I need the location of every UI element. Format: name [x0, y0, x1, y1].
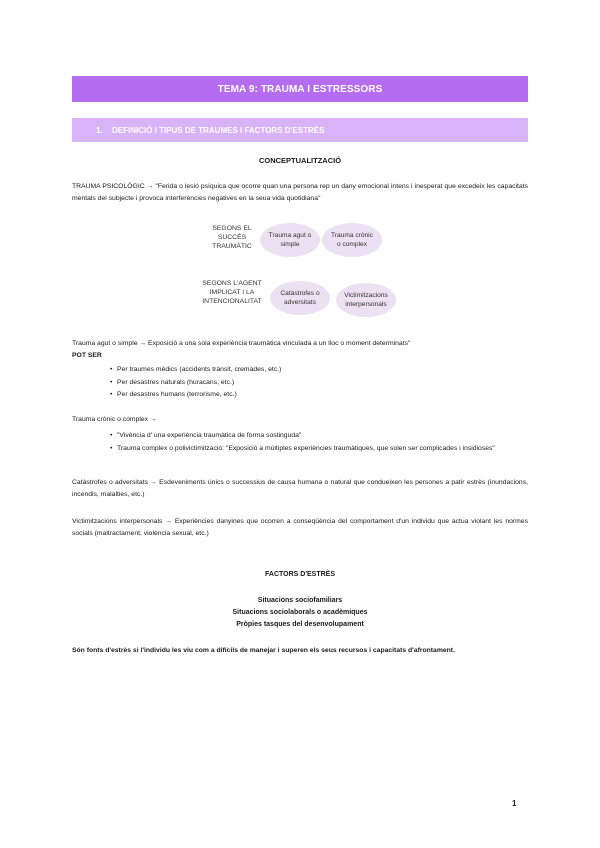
- factors-paragraph: Són fonts d'estrès si l'individu les viu com a difícils de manejar i superen els seus recursos i capacitats d'afrontament.: [72, 647, 455, 654]
- factor-item: Pròpies tasques del desenvolupament: [236, 621, 364, 628]
- factor-item: Situacions sociofamiliars: [257, 597, 343, 604]
- trauma-cronic-paragraph: Trauma crònic o complex →: [72, 416, 157, 423]
- factors-heading: FACTORS D'ESTRÈS: [265, 571, 335, 578]
- diagram-node-text: o complex: [336, 241, 368, 248]
- catastrofes-paragraph: Catàstrofes o adversitats → Esdeveniments únics o successius de causa humana o natural que condueixen les persones a patir estrès (inundacions, incendis, malalties, etc.): [72, 479, 528, 498]
- diagram-node-trauma-agut: [260, 223, 320, 257]
- trauma-definition: [72, 181, 528, 205]
- chapter-title-bar: [72, 76, 528, 102]
- section-title-bar: [72, 118, 528, 142]
- list-item: • "Vivència d' una experiència traumàtica de forma sostinguda": [110, 429, 528, 442]
- pot-ser-label: POT SER: [72, 352, 102, 359]
- section-number: 1.: [96, 125, 103, 135]
- page-number: 1: [512, 799, 517, 808]
- list-item: • Per desastres naturals (huracans, etc.): [110, 377, 528, 390]
- diagram-node-text: Catàstrofes o: [280, 290, 320, 297]
- list-item: • Trauma complex o polivictimització: "Exposició a múltiples experiències traumàtiques, que solen ser complicades i insidioses": [110, 442, 528, 455]
- chapter-title: TEMA 9: TRAUMA I ESTRESSORS: [217, 83, 383, 95]
- trauma-definition-term: TRAUMA PSICOLÒGIC: [72, 183, 145, 190]
- diagram-node-text: Victimitzacions: [344, 292, 388, 299]
- trauma-definition-text: → "Ferida o lesió psíquica que ocorre quan una persona rep un dany emocional intens i inesperat que excedeix les capacitats mentals del subjecte i provoca interferències negatives en la seua vida quotidiana": [72, 183, 528, 202]
- list-item: • Per desastres humans (terrorisme, etc.): [110, 389, 528, 402]
- diagram-group1-label-line: SUCCÉS: [217, 234, 247, 241]
- factors-list: [72, 595, 528, 631]
- trauma-cronic-list: [110, 429, 528, 455]
- diagram-group1-label-line: SEGONS EL: [212, 225, 252, 232]
- diagram-group2-label-line: IMPLICAT I LA: [209, 289, 255, 296]
- factor-item: Situacions sociolaborals o acadèmiques: [232, 609, 368, 616]
- diagram-group2-label: [196, 279, 268, 306]
- diagram-group2-label-line: SEGONS L'AGENT: [202, 280, 262, 287]
- diagram-group1-label: [202, 224, 262, 251]
- diagram-node-text: interpersonals: [345, 301, 387, 308]
- diagram-node-catastrofes: [270, 281, 330, 315]
- conceptualitzacio-heading: CONCEPTUALITZACIÓ: [258, 156, 342, 165]
- trauma-agut-list: [110, 364, 528, 402]
- section-title: DEFINICIÓ I TIPUS DE TRAUMES I FACTORS D'ESTRÈS: [112, 125, 325, 135]
- diagram-group1-label-line: TRAUMÀTIC: [212, 243, 252, 250]
- trauma-agut-paragraph: Trauma agut o simple → Exposició a una sola experiència traumàtica vinculada a un lloc o moment determinats": [72, 340, 411, 347]
- diagram-node-text: Trauma agut o: [268, 232, 312, 239]
- diagram-node-text: adversitats: [284, 299, 316, 306]
- diagram-node-text: Trauma crònic: [331, 232, 373, 239]
- diagram-node-trauma-cronic: [322, 223, 382, 257]
- victimitzacions-paragraph: Victimitzacions interpersonals → Experiències danyines que ocorren a conseqüència del comportament d'un individu que actua violant les normes socials (maltractament, violència sexual, etc.): [72, 518, 528, 537]
- diagram-group2-label-line: INTENCIONALITAT: [202, 298, 262, 305]
- diagram-node-victimitzacions: [336, 283, 396, 317]
- list-item: • Per traumes mèdics (accidents trànsit, cremades, etc.): [110, 364, 528, 377]
- diagram-node-text: simple: [280, 241, 300, 248]
